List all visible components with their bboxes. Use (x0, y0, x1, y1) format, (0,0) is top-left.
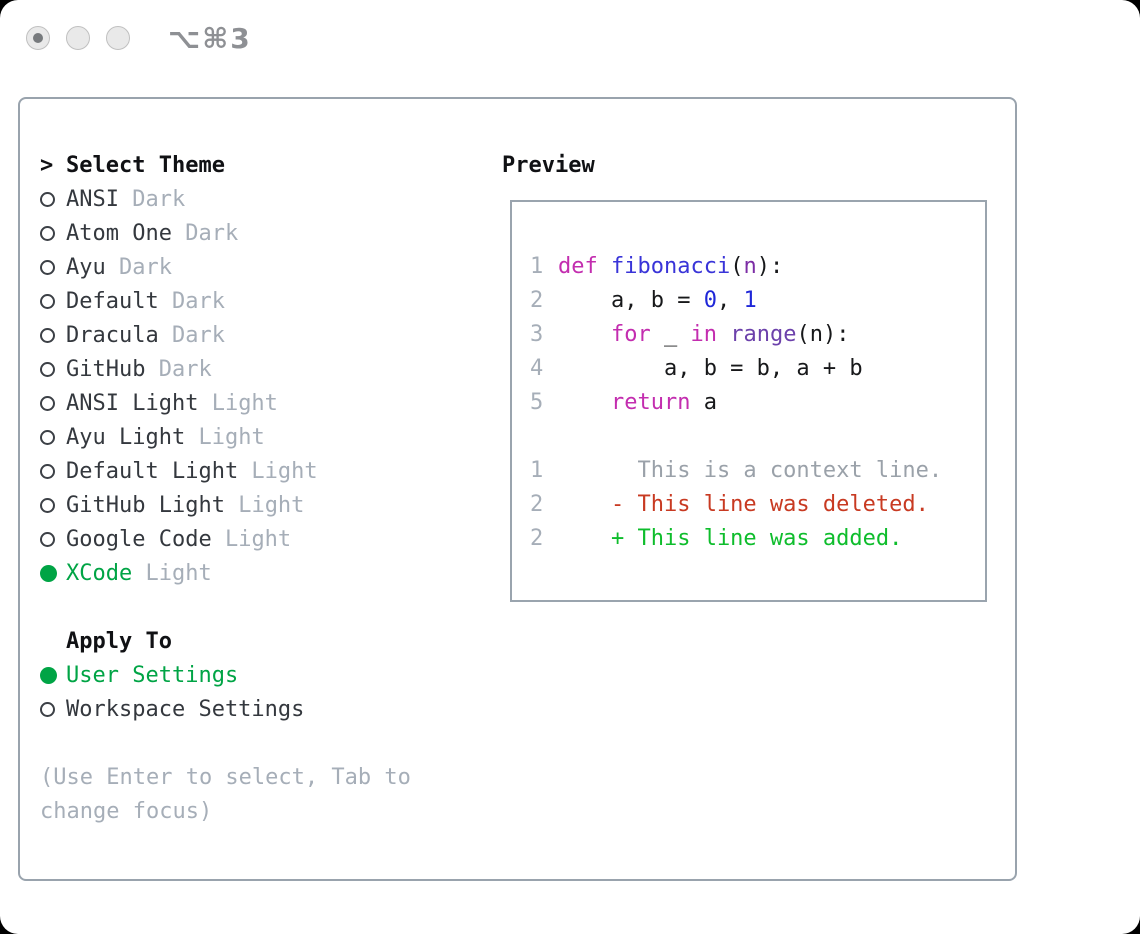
code-line (530, 453, 985, 487)
line-number: 1 (530, 457, 544, 483)
line-number: 3 (530, 321, 544, 347)
theme-name: Ayu Light (66, 424, 186, 450)
radio-unselected-icon (40, 260, 55, 275)
radio-cell (40, 702, 66, 717)
theme-name: Atom One (66, 220, 172, 246)
radio-cell (40, 430, 66, 445)
hint-line-1: (Use Enter to select, Tab to (40, 764, 411, 790)
code-content (558, 492, 929, 517)
code-line (530, 419, 985, 453)
code-content (558, 526, 902, 551)
radio-unselected-icon (40, 702, 55, 717)
radio-cell (40, 362, 66, 377)
theme-variant: Dark (145, 356, 212, 382)
select-theme-header: Select Theme (66, 152, 225, 178)
code-token-plain (598, 254, 611, 279)
theme-option-default[interactable] (40, 284, 490, 318)
theme-option-github-light[interactable] (40, 488, 490, 522)
line-number: 5 (530, 389, 544, 415)
code-token-plain: ( (730, 253, 744, 279)
theme-variant: Dark (158, 288, 225, 314)
theme-name: XCode (66, 560, 133, 586)
code-content (558, 458, 942, 483)
theme-variant: Light (198, 390, 278, 416)
radio-selected-icon (40, 565, 57, 582)
radio-unselected-icon (40, 396, 55, 411)
code-token-plain: (n): (796, 321, 850, 347)
code-token-plain: ): (756, 253, 784, 279)
radio-cell (40, 498, 66, 513)
radio-cell (40, 532, 66, 547)
theme-list (40, 182, 490, 590)
theme-variant: Light (238, 458, 318, 484)
code-token-plain: a (690, 389, 717, 415)
radio-cell (40, 667, 66, 684)
code-token-number: 1 (743, 287, 757, 313)
preview-header-row (502, 148, 1007, 182)
theme-option-github[interactable] (40, 352, 490, 386)
line-number: 4 (530, 355, 544, 381)
radio-cell (40, 294, 66, 309)
apply-option-label: Workspace Settings (66, 696, 305, 722)
code-preview-box (510, 200, 987, 602)
theme-name: Default (66, 288, 159, 314)
theme-option-xcode[interactable] (40, 556, 490, 590)
preview-header: Preview (502, 152, 595, 178)
radio-cell (40, 328, 66, 343)
theme-name: Dracula (66, 322, 159, 348)
code-line (530, 249, 985, 283)
code-token-keyword: return (610, 389, 691, 415)
code-line (530, 283, 985, 317)
theme-variant: Light (211, 526, 292, 552)
radio-selected-icon (40, 667, 57, 684)
gap (40, 590, 490, 624)
gap (40, 726, 490, 760)
code-token-deleted: - This line was deleted. (558, 491, 929, 517)
code-content (558, 322, 849, 347)
code-token-keyword: in (690, 321, 717, 347)
theme-name: Google Code (66, 526, 212, 552)
code-token-plain: , (716, 287, 744, 313)
code-token-keyword: def (558, 253, 598, 279)
apply-to-header: Apply To (66, 628, 172, 654)
theme-variant: Light (132, 560, 212, 586)
radio-unselected-icon (40, 226, 55, 241)
code-line (530, 317, 985, 351)
apply-to-list (40, 658, 490, 726)
select-theme-header-row (40, 148, 490, 182)
code-content (558, 390, 717, 415)
theme-option-ansi[interactable] (40, 182, 490, 216)
code-token-context: This is a context line. (558, 457, 943, 483)
code-token-keyword: for (610, 321, 651, 347)
line-number: 1 (530, 253, 544, 279)
apply-option-user-settings[interactable] (40, 658, 490, 692)
code-line (530, 487, 985, 521)
code-line (530, 351, 985, 385)
radio-cell (40, 226, 66, 241)
radio-unselected-icon (40, 430, 55, 445)
theme-option-ansi-light[interactable] (40, 386, 490, 420)
radio-unselected-icon (40, 192, 55, 207)
code-token-plain (558, 322, 611, 347)
prompt-icon: > (40, 152, 54, 178)
code-token-plain (717, 322, 730, 347)
apply-to-header-row (40, 624, 490, 658)
theme-name: GitHub (66, 356, 146, 382)
window-close-button[interactable] (26, 26, 50, 50)
radio-unselected-icon (40, 498, 55, 513)
line-number: 2 (530, 491, 544, 517)
code-content (558, 288, 757, 313)
window-minimize-button[interactable] (66, 26, 90, 50)
code-token-added: + This line was added. (558, 525, 903, 551)
hint-line-2: change focus) (40, 798, 213, 824)
theme-variant: Dark (118, 186, 186, 212)
code-token-plain: a, b = (558, 287, 704, 313)
theme-variant: Light (224, 492, 305, 518)
radio-unselected-icon (40, 532, 55, 547)
theme-option-atom-one[interactable] (40, 216, 490, 250)
radio-unselected-icon (40, 464, 55, 479)
theme-variant: Light (185, 424, 265, 450)
close-dot-icon (33, 33, 43, 43)
theme-option-dracula[interactable] (40, 318, 490, 352)
apply-option-workspace-settings[interactable] (40, 692, 490, 726)
code-content (558, 254, 783, 279)
code-token-plain (558, 390, 611, 415)
theme-name: ANSI (66, 186, 119, 212)
radio-cell (40, 464, 66, 479)
code-token-number: 0 (703, 287, 717, 313)
theme-name: GitHub Light (66, 492, 225, 518)
radio-unselected-icon (40, 328, 55, 343)
code-line (530, 385, 985, 419)
window-zoom-button[interactable] (106, 26, 130, 50)
theme-option-google-code[interactable] (40, 522, 490, 556)
code-line (530, 521, 985, 555)
radio-cell (40, 565, 66, 582)
theme-variant: Dark (158, 322, 225, 348)
code-content (558, 356, 863, 381)
theme-option-ayu[interactable] (40, 250, 490, 284)
radio-unselected-icon (40, 294, 55, 309)
code-token-function: fibonacci (611, 253, 731, 279)
theme-dialog-panel (18, 97, 1017, 881)
theme-picker-column (40, 148, 490, 828)
code-token-plain: _ (650, 321, 691, 347)
line-number: 2 (530, 287, 544, 313)
radio-cell (40, 396, 66, 411)
theme-variant: Dark (105, 254, 172, 280)
theme-name: ANSI Light (66, 390, 199, 416)
code-token-builtin: range (730, 321, 797, 347)
radio-cell (40, 192, 66, 207)
window-titlebar (0, 0, 1140, 76)
code-token-plain: a, b = b, a + b (558, 355, 863, 381)
theme-name: Default Light (66, 458, 239, 484)
theme-name: Ayu (66, 254, 106, 280)
line-number: 2 (530, 525, 544, 551)
apply-option-label: User Settings (66, 662, 239, 688)
code-token-param: n (743, 253, 757, 279)
preview-column (502, 148, 1007, 602)
radio-cell (40, 260, 66, 275)
theme-option-default-light[interactable] (40, 454, 490, 488)
theme-variant: Dark (171, 220, 239, 246)
window-title-shortcut: ⌥⌘3 (168, 22, 252, 55)
theme-option-ayu-light[interactable] (40, 420, 490, 454)
radio-unselected-icon (40, 362, 55, 377)
